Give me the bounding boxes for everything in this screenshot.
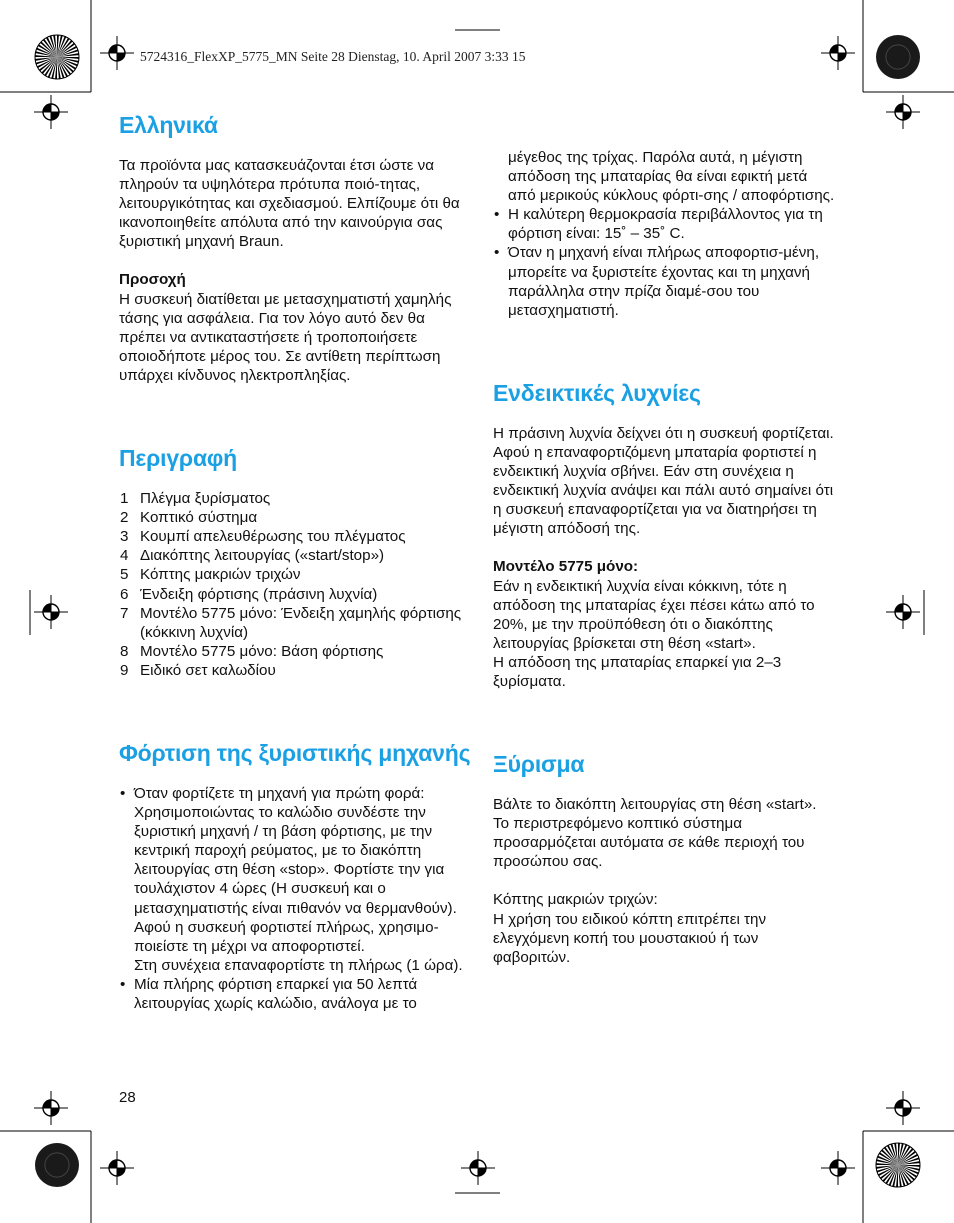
left-column xyxy=(119,112,471,1013)
registration-fill xyxy=(51,612,59,620)
registration-fill xyxy=(51,112,59,120)
continuation-text: μέγεθος της τρίχας. Παρόλα αυτά, η μέγιστη απόδοση της μπαταρίας θα είναι εφικτή μετά από μερικούς κύκλους φόρτι-σης / αποφόρτισης. xyxy=(508,149,835,205)
shaving-text-1: Βάλτε το διακόπτη λειτουργίας στη θέση «start». xyxy=(493,796,817,814)
list-item: 3 Κουμπί απελευθέρωσης του πλέγματος xyxy=(120,528,406,546)
intro-paragraph: Τα προϊόντα μας κατασκευάζονται έτσι ώστε να πληρούν τα υψηλότερα πρότυπα ποιό-τητας, λειτουργικότητας και σχεδιασμού. Ελπίζουμε ότι θα ικανοποιηθείτε απόλυτα από την καινούργια σας ξυριστική μηχανή Braun. xyxy=(119,157,460,251)
registration-fill xyxy=(895,604,903,612)
registration-fill xyxy=(43,604,51,612)
trimmer-text: Η χρήση του ειδικού κόπτη επιτρέπει την ελεγχόμενη κοπή του μουστακιού ή των φαβοριτών. xyxy=(493,910,767,966)
registration-fill xyxy=(470,1160,478,1168)
heading-indicator-lamps: Ενδεικτικές λυχνίες xyxy=(493,379,701,406)
registration-fill xyxy=(117,53,125,61)
registration-fill xyxy=(43,104,51,112)
registration-fill xyxy=(830,45,838,53)
registration-fill xyxy=(51,1108,59,1116)
list-item: • Όταν η μηχανή είναι πλήρως αποφορτισ-μένη, μπορείτε να ξυριστείτε έχοντας και τη μηχανή παράλληλα στην πρίζα διαμέ-σου του μετασχηματιστή. xyxy=(494,244,820,319)
right-column xyxy=(493,148,838,967)
calibration-circle-icon xyxy=(35,1143,79,1187)
list-item: • Μία πλήρης φόρτιση επαρκεί για 50 λεπτά λειτουργίας χωρίς καλώδιο, ανάλογα με το xyxy=(120,975,418,1012)
list-item: 6 Ένδειξη φόρτισης (πράσινη λυχνία) xyxy=(120,585,378,603)
heading-charging: Φόρτιση της ξυριστικής μηχανής xyxy=(119,739,471,766)
charging-list xyxy=(119,784,471,1013)
registration-fill xyxy=(117,1168,125,1176)
caution-label: Προσοχή xyxy=(119,271,186,289)
shaving-text-2: Το περιστρεφόμενο κοπτικό σύστημα προσαρμόζεται αυτόματα σε κάθε περιοχή του προσώπου σας. xyxy=(493,815,805,871)
list-item: 7 Μοντέλο 5775 μόνο: Ένδειξη χαμηλής φόρτισης (κόκκινη λυχνία) xyxy=(120,604,462,641)
registration-fill xyxy=(109,45,117,53)
charging-list-continued xyxy=(493,205,838,320)
registration-fill xyxy=(838,1168,846,1176)
list-item: 5 Κόπτης μακριών τριχών xyxy=(120,566,301,584)
model-text-2: Η απόδοση της μπαταρίας επαρκεί για 2–3 ξυρίσματα. xyxy=(493,653,782,690)
registration-fill xyxy=(903,1108,911,1116)
registration-fill xyxy=(830,1160,838,1168)
page-number: 28 xyxy=(119,1089,136,1106)
list-item: 4 Διακόπτης λειτουργίας («start/stop») xyxy=(120,547,385,565)
registration-fill xyxy=(43,1100,51,1108)
caution-text: Η συσκευή διατίθεται με μετασχηματιστή χαμηλής τάσης για ασφάλεια. Για τον λόγο αυτό δεν θα πρέπει να αντικαταστήσετε ή τροποποιήσετε οποιοδήποτε μέρος του. Σε αντίθετη περίπτωση υπάρχει κίνδυνος ηλεκτροπληξίας. xyxy=(119,290,452,384)
heading-greek: Ελληνικά xyxy=(119,112,218,138)
heading-shaving: Ξύρισμα xyxy=(493,751,585,778)
list-item: • Όταν φορτίζετε τη μηχανή για πρώτη φορά: Χρησιμοποιώντας το καλώδιο συνδέστε την ξυριστική μηχανή / τη βάση φόρτισης, με την κεντρική παροχή ρεύματος, με το διακόπτη λειτουργίας στη θέση «stop». Φορτίστε την για τουλάχιστον 4 ώρες (Η συσκευή και ο μετασχηματιστής είναι πιθανόν να θερμανθούν). Αφού η συσκευή φορτιστεί πλήρως, χρησιμο-ποιείστε τη μέχρι να αποφορτιστεί. Στη συνέχεια επαναφορτίστε τη πλήρως (1 ώρα). xyxy=(120,784,463,974)
lamps-text: Η πράσινη λυχνία δείχνει ότι η συσκευή φορτίζεται. Αφού η επαναφορτιζόμενη μπαταρία φορτιστεί η ενδεικτική λυχνία σβήνει. Εάν στη συνέχεια η ενδεικτική λυχνία ανάψει και πάλι αυτό σημαίνει ότι η συσκευή επαναφορτίζεται για να διατηρήσει τη μέγιστη απόδοσή της. xyxy=(493,424,834,538)
registration-fill xyxy=(903,612,911,620)
list-item: 2 Κοπτικό σύστημα xyxy=(120,509,258,527)
model-text: Εάν η ενδεικτική λυχνία είναι κόκκινη, τότε η απόδοση της μπαταρίας έχει πέσει κάτω από το 20%, με την προϋπόθεση ότι ο διακόπτης λειτουργίας βρίσκεται στη θέση «start». xyxy=(493,577,815,652)
description-list xyxy=(119,489,471,680)
registration-fill xyxy=(478,1168,486,1176)
registration-fill xyxy=(895,1100,903,1108)
list-item: • Η καλύτερη θερμοκρασία περιβάλλοντος για τη φόρτιση είναι: 15˚ – 35˚ C. xyxy=(494,206,823,243)
list-item: 8 Μοντέλο 5775 μόνο: Βάση φόρτισης xyxy=(120,642,384,660)
registration-fill xyxy=(109,1160,117,1168)
model-label: Μοντέλο 5775 μόνο: xyxy=(493,558,639,576)
print-header: 5724316_FlexXP_5775_MN Seite 28 Dienstag, 10. April 2007 3:33 15 xyxy=(140,49,526,64)
calibration-circle-icon xyxy=(876,35,920,79)
list-item: 9 Ειδικό σετ καλωδίου xyxy=(120,661,276,679)
heading-description: Περιγραφή xyxy=(119,445,238,472)
registration-fill xyxy=(903,112,911,120)
trimmer-label: Κόπτης μακριών τριχών: xyxy=(493,891,658,909)
list-item: 1 Πλέγμα ξυρίσματος xyxy=(120,490,271,508)
registration-fill xyxy=(895,104,903,112)
registration-fill xyxy=(838,53,846,61)
